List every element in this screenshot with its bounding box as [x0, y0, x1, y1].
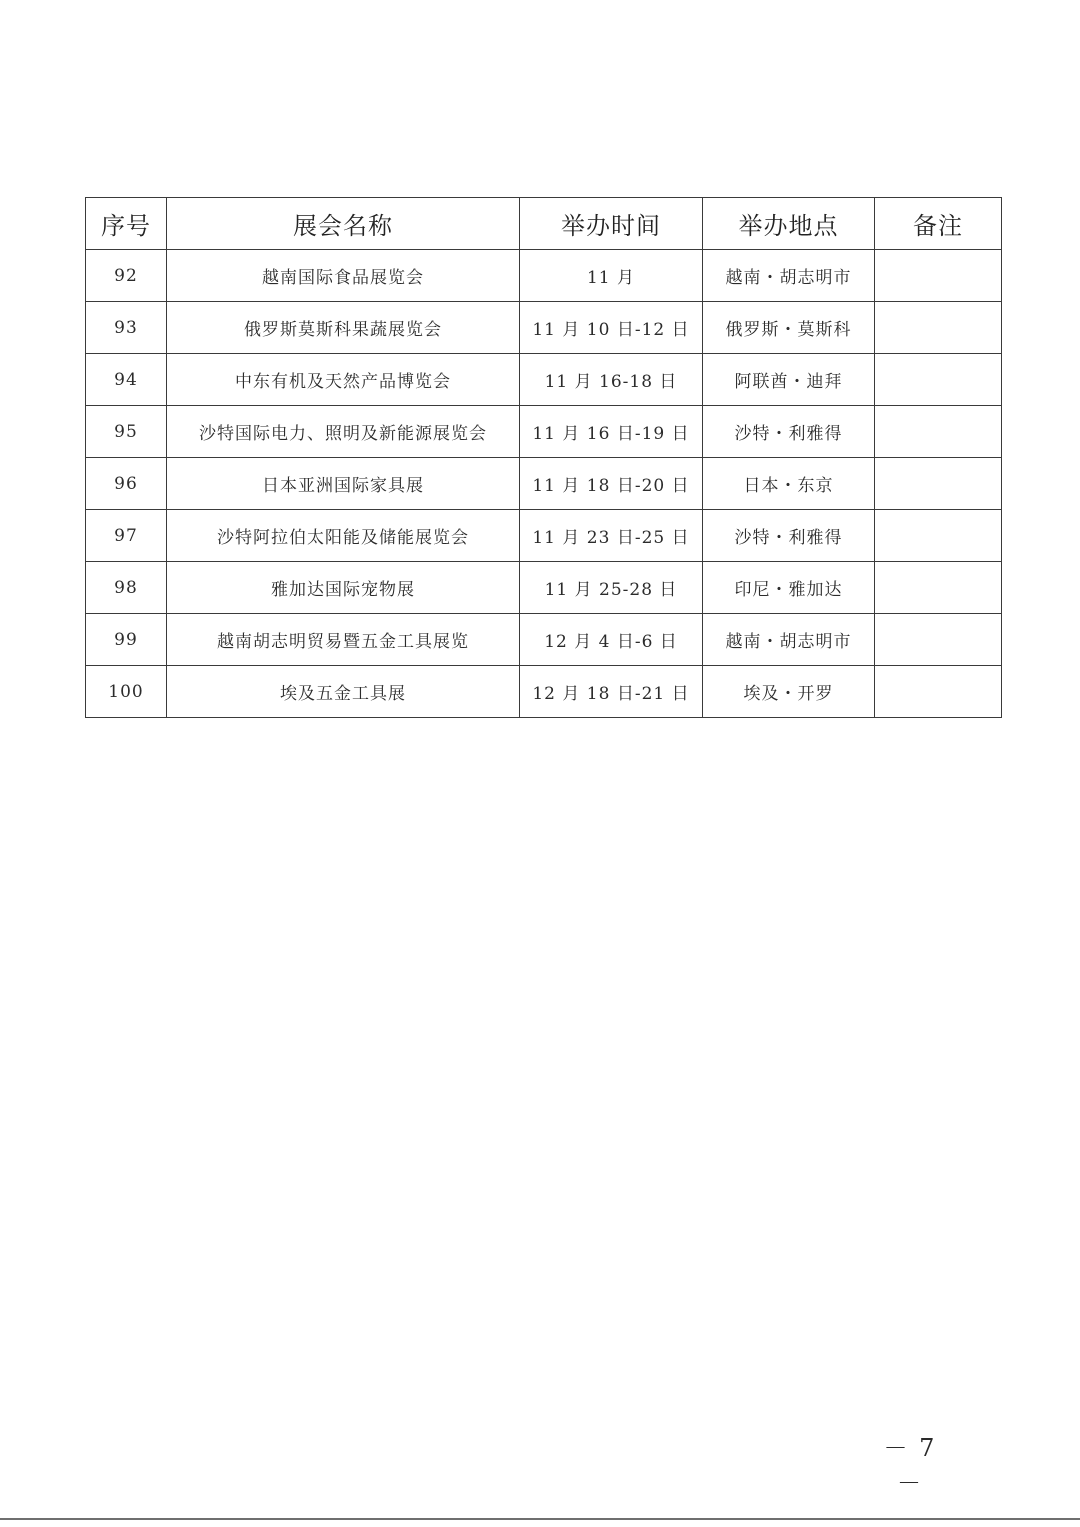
- table-row: [86, 614, 1002, 666]
- cell-serial-number: 92: [86, 250, 167, 302]
- cell-exhibition-name: 中东有机及天然产品博览会: [167, 354, 520, 406]
- cell-held-time: 11 月: [520, 250, 703, 302]
- cell-held-time: 11 月 16 日-19 日: [520, 406, 703, 458]
- header-held-time: 举办时间: [520, 198, 703, 250]
- cell-held-place: 印尼・雅加达: [703, 562, 875, 614]
- exhibition-table: [85, 197, 1002, 718]
- table-row: [86, 458, 1002, 510]
- cell-exhibition-name: 雅加达国际宠物展: [167, 562, 520, 614]
- cell-exhibition-name: 越南国际食品展览会: [167, 250, 520, 302]
- cell-serial-number: 99: [86, 614, 167, 666]
- cell-held-time: 11 月 10 日-12 日: [520, 302, 703, 354]
- cell-serial-number: 94: [86, 354, 167, 406]
- page-bottom-edge-line: [0, 1518, 1080, 1520]
- cell-remarks: [875, 458, 1002, 510]
- header-held-place: 举办地点: [703, 198, 875, 250]
- cell-remarks: [875, 354, 1002, 406]
- table-row: [86, 250, 1002, 302]
- table-row: [86, 562, 1002, 614]
- cell-held-time: 11 月 25-28 日: [520, 562, 703, 614]
- cell-remarks: [875, 614, 1002, 666]
- cell-remarks: [875, 510, 1002, 562]
- cell-exhibition-name: 埃及五金工具展: [167, 666, 520, 718]
- cell-held-place: 沙特・利雅得: [703, 406, 875, 458]
- cell-exhibition-name: 俄罗斯莫斯科果蔬展览会: [167, 302, 520, 354]
- header-serial-number: 序号: [86, 198, 167, 250]
- table-row: [86, 406, 1002, 458]
- cell-remarks: [875, 302, 1002, 354]
- cell-held-place: 阿联酋・迪拜: [703, 354, 875, 406]
- cell-exhibition-name: 沙特国际电力、照明及新能源展览会: [167, 406, 520, 458]
- table-row: [86, 666, 1002, 718]
- table-row: [86, 354, 1002, 406]
- cell-exhibition-name: 日本亚洲国际家具展: [167, 458, 520, 510]
- cell-held-place: 越南・胡志明市: [703, 614, 875, 666]
- table-row: [86, 510, 1002, 562]
- cell-serial-number: 95: [86, 406, 167, 458]
- header-remarks: 备注: [875, 198, 1002, 250]
- cell-serial-number: 100: [86, 666, 167, 718]
- cell-remarks: [875, 666, 1002, 718]
- cell-exhibition-name: 越南胡志明贸易暨五金工具展览: [167, 614, 520, 666]
- cell-held-place: 埃及・开罗: [703, 666, 875, 718]
- table-header-row: [86, 198, 1002, 250]
- cell-serial-number: 93: [86, 302, 167, 354]
- header-exhibition-name: 展会名称: [167, 198, 520, 250]
- page-number: － 7 －: [883, 1434, 937, 1497]
- table-row: [86, 302, 1002, 354]
- cell-remarks: [875, 250, 1002, 302]
- cell-exhibition-name: 沙特阿拉伯太阳能及储能展览会: [167, 510, 520, 562]
- cell-held-time: 12 月 4 日-6 日: [520, 614, 703, 666]
- cell-remarks: [875, 406, 1002, 458]
- cell-remarks: [875, 562, 1002, 614]
- cell-held-time: 11 月 23 日-25 日: [520, 510, 703, 562]
- cell-held-place: 沙特・利雅得: [703, 510, 875, 562]
- cell-serial-number: 97: [86, 510, 167, 562]
- cell-held-place: 越南・胡志明市: [703, 250, 875, 302]
- cell-held-time: 11 月 18 日-20 日: [520, 458, 703, 510]
- cell-held-place: 俄罗斯・莫斯科: [703, 302, 875, 354]
- cell-held-time: 12 月 18 日-21 日: [520, 666, 703, 718]
- cell-held-time: 11 月 16-18 日: [520, 354, 703, 406]
- cell-serial-number: 98: [86, 562, 167, 614]
- cell-serial-number: 96: [86, 458, 167, 510]
- cell-held-place: 日本・东京: [703, 458, 875, 510]
